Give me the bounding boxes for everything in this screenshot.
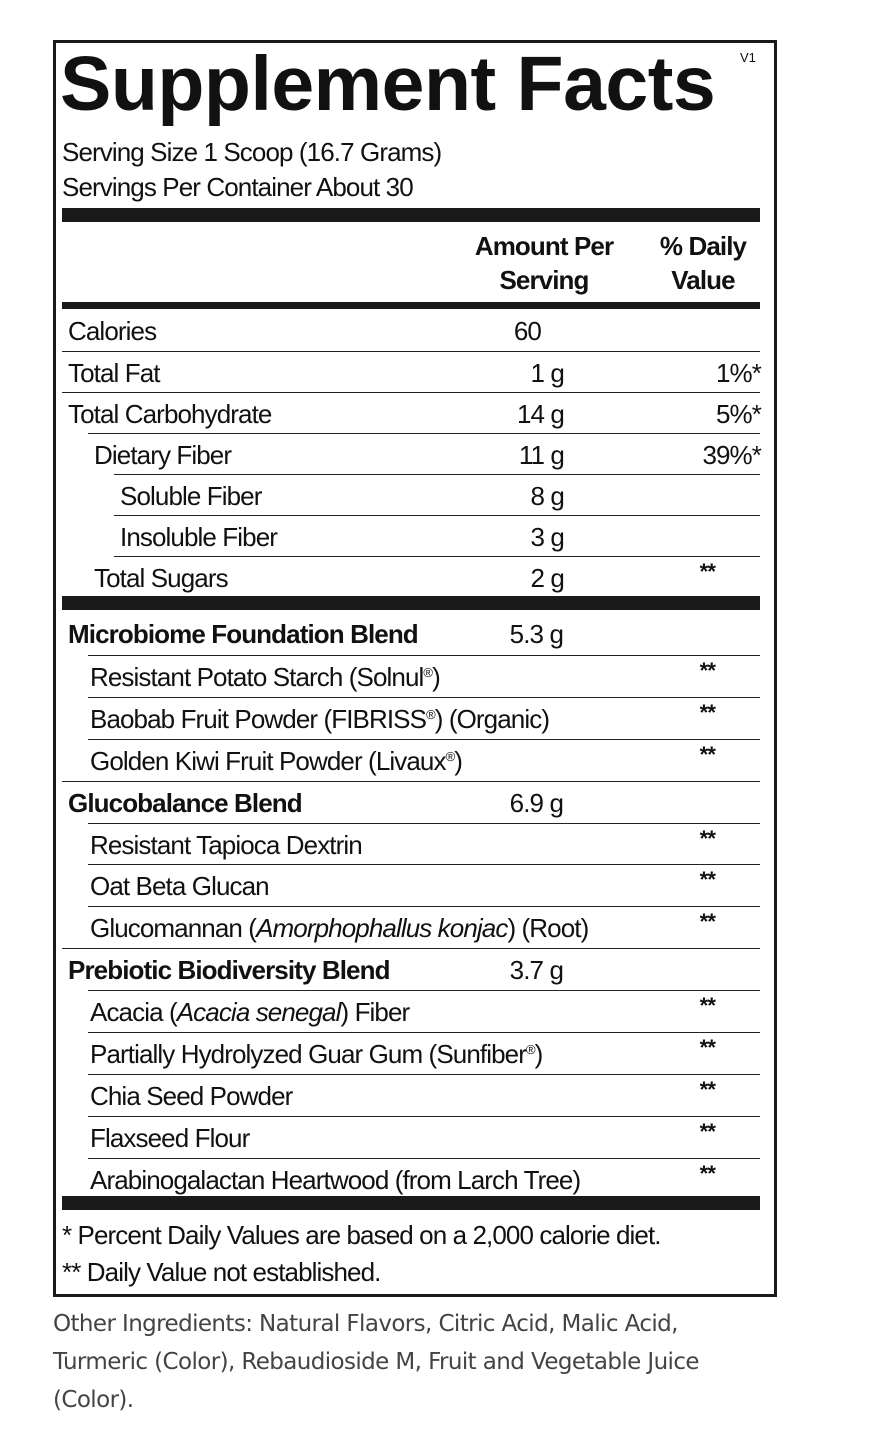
blend-header-row	[62, 613, 760, 654]
serving-size: Serving Size 1 Scoop (16.7 Grams)	[62, 137, 442, 167]
ingredient-row	[88, 697, 760, 738]
ingredient-name: Baobab Fruit Powder (FIBRISS®) (Organic)	[90, 703, 550, 734]
nutrient-amount: 2 g	[530, 563, 564, 593]
ingredient-row	[88, 655, 760, 696]
blend-name: Microbiome Foundation Blend	[68, 619, 418, 649]
blend-header-row	[62, 948, 760, 989]
ingredient-row	[88, 1032, 760, 1073]
footnote-not-established: ** Daily Value not established.	[62, 1257, 381, 1287]
nutrient-amount: 8 g	[530, 481, 564, 511]
daily-value-header: % Daily Value	[659, 231, 747, 295]
ingredient-name: Arabinogalactan Heartwood (from Larch Tree)	[90, 1164, 581, 1195]
daily-value: 39%*	[702, 440, 761, 470]
servings-per-container: Servings Per Container About 30	[62, 172, 413, 202]
botanical-name: Acacia senegal	[176, 997, 341, 1028]
nutrient-row	[94, 556, 760, 597]
nutrient-row	[62, 310, 760, 351]
nutrient-amount: 3 g	[530, 522, 564, 552]
daily-value: **	[699, 699, 715, 725]
ingredient-name: Glucomannan (Amorphophallus konjac) (Root)	[90, 913, 589, 944]
ingredient-name: Partially Hydrolyzed Guar Gum (Sunfiber®)	[90, 1039, 543, 1069]
ingredient-name: Acacia (Acacia senegal) Fiber	[90, 997, 410, 1028]
nutrient-row	[88, 433, 760, 474]
thick-divider	[62, 208, 760, 222]
daily-value: **	[699, 1035, 715, 1060]
thick-divider	[62, 596, 760, 610]
nutrient-label: Total Sugars	[94, 563, 228, 593]
medium-divider	[62, 302, 760, 309]
ingredient-row	[88, 1074, 760, 1115]
nutrient-amount: 1 g	[530, 358, 564, 388]
blend-name: Prebiotic Biodiversity Blend	[68, 955, 390, 986]
ingredient-name: Chia Seed Powder	[90, 1080, 293, 1111]
amount-per-serving-header: Amount Per Serving	[474, 231, 614, 295]
nutrient-amount: 14 g	[516, 399, 564, 429]
blend-name: Glucobalance Blend	[68, 787, 302, 818]
daily-value: **	[699, 1160, 715, 1186]
registered-mark: ®	[423, 664, 433, 680]
ingredient-row	[88, 906, 760, 947]
nutrient-label: Total Fat	[68, 358, 160, 388]
registered-mark: ®	[525, 1042, 535, 1057]
ingredient-row	[88, 990, 760, 1031]
blend-header-row	[62, 781, 760, 822]
daily-value: **	[699, 993, 715, 1019]
ingredient-row	[88, 739, 760, 780]
daily-value: 5%*	[716, 399, 761, 429]
daily-value: **	[699, 559, 715, 584]
daily-value: **	[699, 741, 715, 767]
botanical-name: Amorphophallus konjac	[256, 913, 508, 944]
panel-title: Supplement Facts	[60, 41, 716, 127]
nutrient-label: Total Carbohydrate	[68, 399, 272, 429]
ingredient-row	[88, 1116, 760, 1157]
nutrient-row	[114, 474, 760, 515]
daily-value: **	[699, 657, 715, 683]
nutrient-label: Soluble Fiber	[120, 481, 262, 511]
ingredient-name: Flaxseed Flour	[90, 1122, 250, 1153]
daily-value: **	[699, 825, 715, 851]
nutrient-amount: 11 g	[518, 440, 564, 470]
ingredient-name: Resistant Tapioca Dextrin	[90, 829, 362, 860]
blend-amount: 6.9 g	[509, 787, 563, 818]
nutrient-label: Insoluble Fiber	[120, 522, 278, 552]
nutrient-label: Calories	[68, 316, 157, 346]
registered-mark: ®	[426, 706, 435, 722]
daily-value: **	[699, 909, 715, 935]
blend-amount: 3.7 g	[509, 955, 563, 986]
nutrient-row	[62, 351, 760, 392]
ingredient-row	[88, 864, 760, 905]
ingredient-name: Golden Kiwi Fruit Powder (Livaux®)	[90, 745, 463, 776]
registered-mark: ®	[445, 748, 455, 764]
ingredient-row	[88, 1158, 760, 1199]
daily-value: **	[699, 867, 715, 893]
version-label: V1	[740, 50, 756, 65]
blend-amount: 5.3 g	[509, 619, 563, 649]
daily-value: **	[699, 1118, 715, 1144]
nutrient-amount: 60	[513, 316, 541, 346]
ingredient-name: Resistant Potato Starch (Solnul®)	[90, 661, 440, 692]
ingredient-row	[88, 823, 760, 864]
daily-value: **	[699, 1076, 715, 1102]
nutrient-row	[114, 515, 760, 556]
footnote-dv: * Percent Daily Values are based on a 2,000 calorie diet.	[62, 1220, 661, 1250]
nutrient-row	[62, 392, 760, 433]
nutrient-label: Dietary Fiber	[94, 440, 232, 470]
ingredient-name: Oat Beta Glucan	[90, 871, 269, 902]
thick-divider	[62, 1196, 760, 1210]
daily-value: 1%*	[716, 358, 761, 388]
other-ingredients: Other Ingredients: Natural Flavors, Citric Acid, Malic Acid, Turmeric (Color), Rebaudioside M, Fruit and Vegetable Juice (Color).	[53, 1311, 699, 1413]
